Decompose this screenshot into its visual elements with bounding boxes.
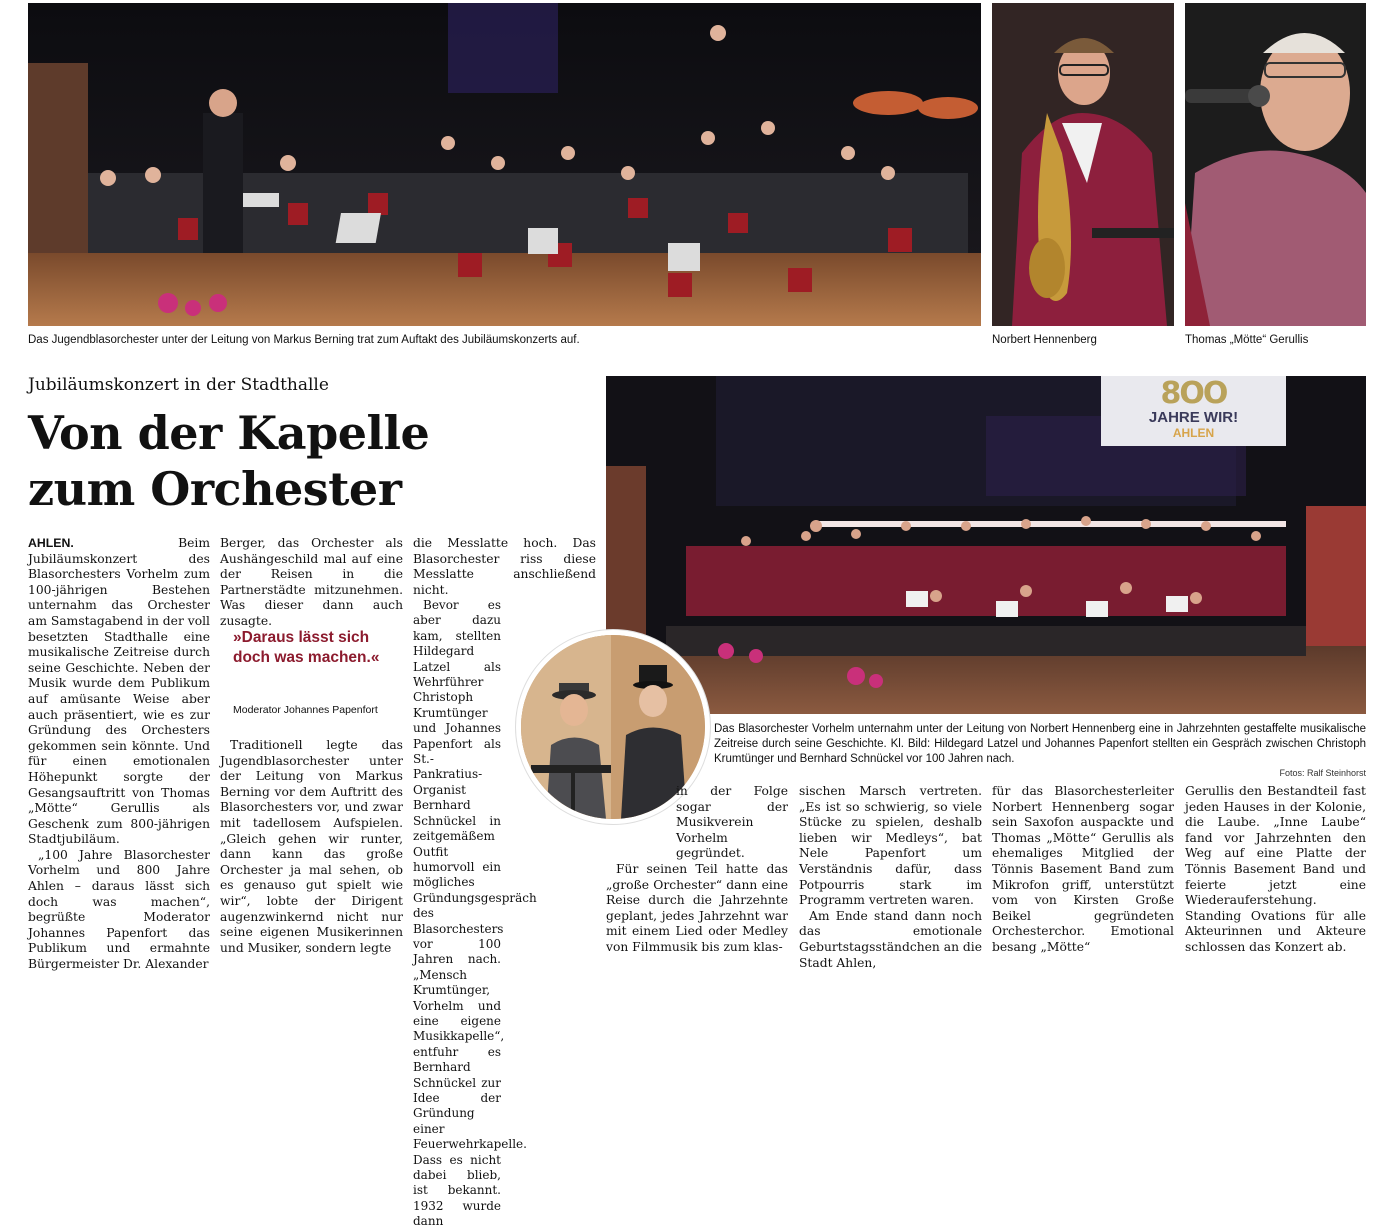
col2-paragraph-1: Berger, das Orchester als Aushängeschild mal auf eine der Reisen in die Partnerstädte mitzunehmen. Was dieser dann auch zusagte. — [220, 536, 403, 628]
saxophonist-caption: Norbert Hennenberg — [992, 334, 1097, 346]
headline-line-2: zum Orchester — [28, 462, 402, 516]
col4-paragraph-1: in der Folge sogar der Musikverein Vorhelm gegründet. — [676, 784, 788, 861]
article-column-3 — [413, 536, 596, 598]
col5-paragraph-2: Am Ende stand dann noch das emotionale Geburtstagsständchen an die Stadt Ahlen, — [799, 908, 983, 970]
dateline: AHLEN. — [28, 536, 74, 550]
photo-credit: Fotos: Ralf Steinhorst — [1279, 768, 1366, 778]
article-headline — [28, 405, 588, 517]
col6-paragraph-1: für das Blasorchesterleiter Norbert Hennenberg sogar sein Saxofon auspackte und Thomas „Mötte“ Gerullis als ehemaliges Mitglied der Tönnis Basement Band zum Mikrofon griff, unterstützt vom von Kirsten Große Beikel gegründeten Orchesterchor. Emotional besang „Mötte“ — [992, 784, 1174, 954]
col7-paragraph-1: Gerullis den Bestandteil fast jeden Hauses in der Kolonie, die Laube. „Inne Laube“ fand vor Jahrzehnten den Weg auf eine Platte der Tönnis Basement Band und feierte jetzt eine Wiederauferstehung. Standing Ovations für alle Akteurinnen und Akteure schlossen das Konzert ab. — [1185, 784, 1366, 954]
jubilee-banner — [1101, 378, 1286, 444]
col3-paragraph-1: die Messlatte hoch. Das Blasorchester riss diese Messlatte anschließend nicht. — [413, 536, 596, 597]
article-column-2 — [220, 536, 403, 630]
article-column-4 — [606, 784, 788, 956]
singer-photo — [1185, 3, 1366, 326]
article-column-6 — [992, 784, 1174, 956]
jubilee-banner-number: 8OO — [1160, 376, 1227, 411]
article-column-1 — [28, 536, 210, 973]
col4-paragraph-2: Für seinen Teil hatte das „große Orchester“ dann eine Reise durch die Jahrzehnte geplant, jedes Jahrzehnt war mit einem Lied oder Medley von Filmmusik bis zum klas- — [606, 861, 788, 954]
article-column-2-cont — [220, 738, 403, 956]
col3-paragraph-2: Bevor es aber dazu kam, stellten Hildegard Latzel als Wehrführer Christoph Krumtünger und Johannes Papenfort als St.-Pankratius-Organist Bernhard Schnückel in zeitgemäßem Outfit humorvoll ein mögliches Gründungsgespräch des Blasorchesters vor 100 Jahren nach. „Mensch Krumtünger, Vorhelm und eine eigene Musikkapelle“, entfuhr es Bernhard Schnückel zur Idee der Gründung einer Feuerwehrkapelle. Dass es nicht dabei blieb, ist bekannt. 1932 wurde dann — [413, 598, 537, 1229]
pull-quote-attribution: Moderator Johannes Papenfort — [233, 704, 378, 716]
jugendorchester-caption: Das Jugendblasorchester unter der Leitung von Markus Berning trat zum Auftakt des Jubiläumskonzerts auf. — [28, 334, 580, 346]
jugendorchester-photo-image — [28, 3, 981, 326]
blasorchester-caption: Das Blasorchester Vorhelm unternahm unter der Leitung von Norbert Hennenberg eine in Jahrzehnten gestaffelte musikalische Zeitreise durch seine Geschichte. Kl. Bild: Hildegard Latzel und Johannes Papenfort stellten ein Gespräch zwischen Christoph Krumtünger und Bernhard Schnückel vor 100 Jahren nach. — [714, 723, 1366, 765]
headline-line-1: Von der Kapelle — [28, 406, 430, 460]
article-column-5 — [799, 784, 982, 971]
col2-paragraph-2: Traditionell legte das Jugendblasorchester unter der Leitung von Markus Berning vor dem Auftritt des Blasorchesters vor, und zwar mit tadellosem Aufspielen. „Gleich gehen wir runter, dann kann das große Orchester ja mal sehen, ob es genauso gut spielt wie wir“, lobte der Dirigent augenzwinkernd nicht nur seine eigenen Musikerinnen und Musiker, sondern legte — [220, 738, 403, 955]
pull-quote: »Daraus lässt sich doch was machen.« — [233, 629, 380, 666]
article-kicker: Jubiläumskonzert in der Stadthalle — [28, 375, 329, 395]
article-column-7 — [1185, 784, 1366, 956]
article-column-3-cont — [413, 598, 537, 1230]
blasorchester-photo — [606, 376, 1366, 714]
singer-photo-image — [1185, 3, 1366, 326]
singer-caption: Thomas „Mötte“ Gerullis — [1185, 334, 1309, 346]
saxophonist-photo — [992, 3, 1174, 326]
saxophonist-photo-image — [992, 3, 1174, 326]
col5-paragraph-1: sischen Marsch vertreten. „Es ist so schwierig, so viele Stücke zu spielen, deshalb lieben wir Medleys“, bat Nele Papenfort um Verständnis dafür, dass Potpourris stark im Programm vertreten waren. — [799, 784, 982, 908]
jubilee-banner-line2: AHLEN — [1172, 426, 1215, 440]
col1-paragraph-2: „100 Jahre Blasorchester Vorhelm und 800 Jahre Ahlen – daraus lässt sich doch was machen“, begrüßte Moderator Johannes Papenfort das Publikum und ermahnte Bürgermeister Dr. Alexander — [28, 847, 210, 972]
jugendorchester-photo — [28, 3, 981, 326]
jubilee-banner-line1: JAHRE WIR! — [1148, 409, 1239, 426]
col1-paragraph-1: Beim Jubiläumskonzert des Blasorchesters Vorhelm zum 100-jährigen Bestehen unternahm das Orchester am Samstagabend in der voll besetzten Stadthalle eine musikalische Zeitreise durch seine Geschichte. Neben der Musik wurde dem Publikum auf amüsante Weise aber auch präsentiert, wie es zur Gründung des Orchesters gekommen sein könnte. Und für einen emotionalen Höhepunkt sorgte der Gesangsauftritt von Thomas „Mötte“ Gerullis als Geschenk zum 800-jährigen Stadtjubiläum. — [28, 536, 210, 847]
